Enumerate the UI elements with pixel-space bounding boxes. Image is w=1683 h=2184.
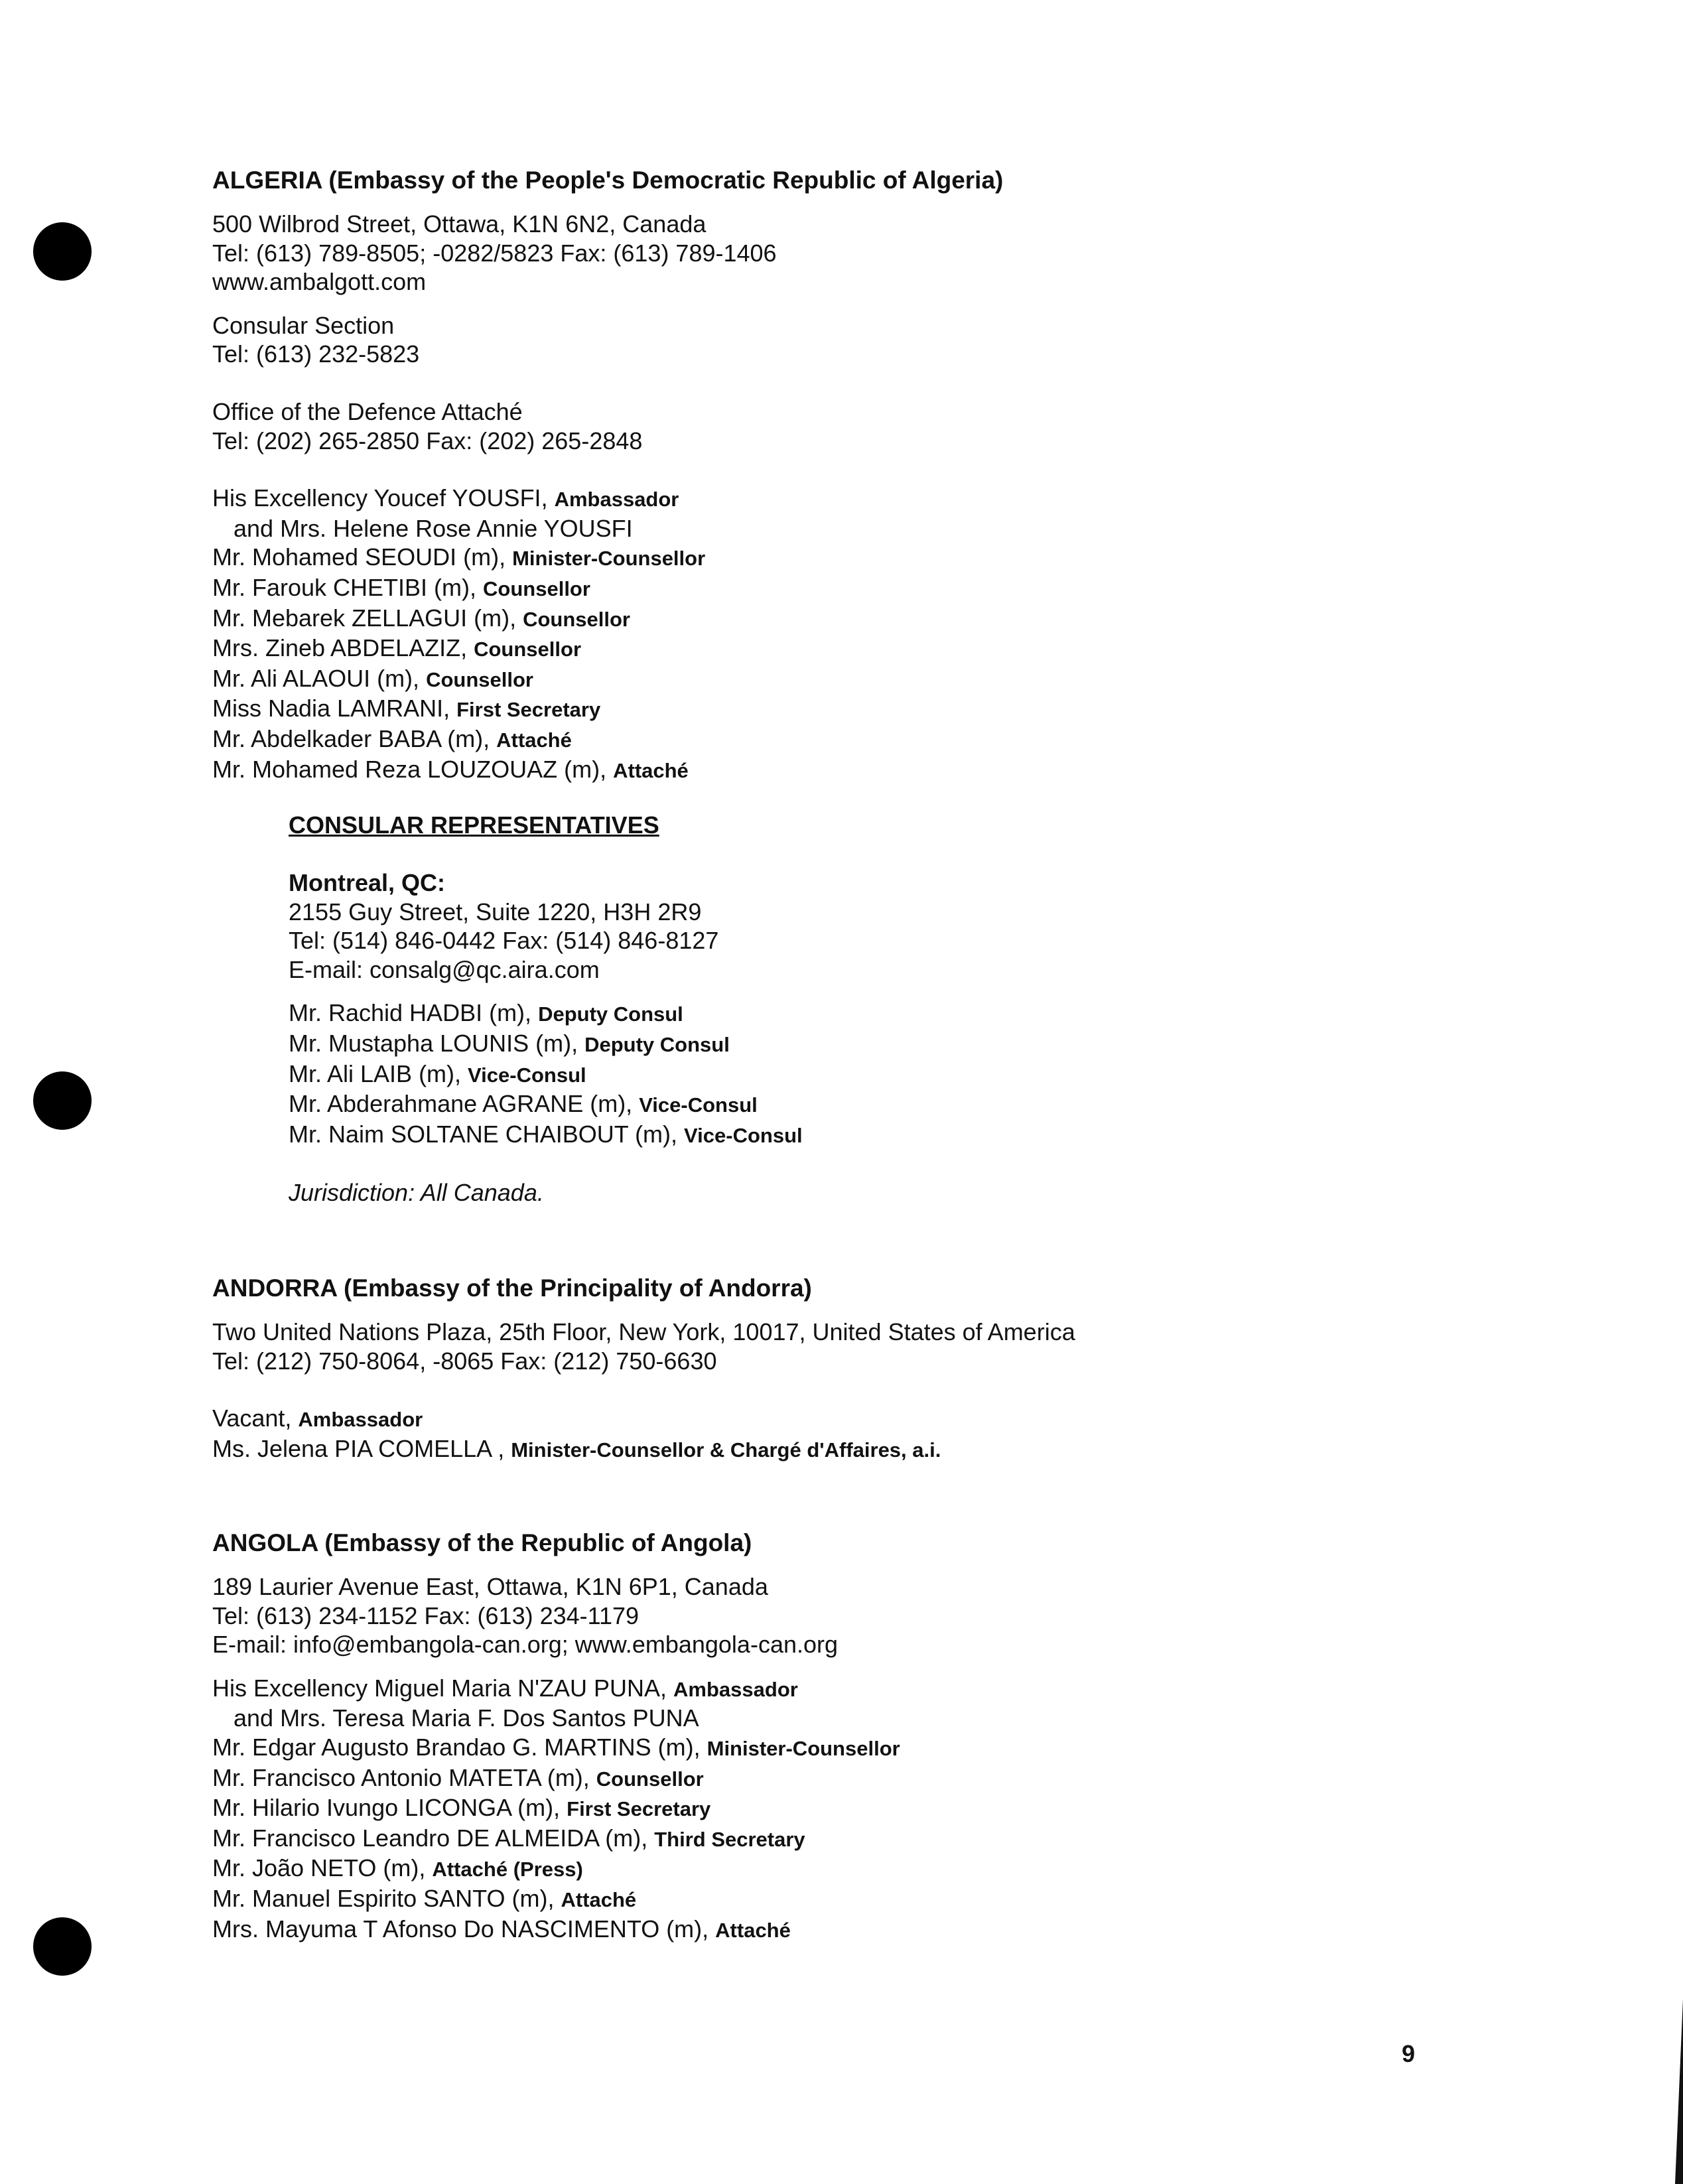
consulate-city: Montreal, QC: <box>289 869 446 896</box>
staff-entry: and Mrs. Helene Rose Annie YOUSFI <box>234 514 633 542</box>
address-line: 189 Laurier Avenue East, Ottawa, K1N 6P1, Canada <box>212 1573 768 1600</box>
phone-line: Tel: (514) 846-0442 Fax: (514) 846-8127 <box>289 927 719 955</box>
staff-entry: Mr. Mohamed SEOUDI (m), Minister-Counsellor <box>212 543 706 571</box>
staff-entry: Mr. Francisco Antonio MATETA (m), Counsellor <box>212 1763 704 1791</box>
staff-entry: Vacant, Ambassador <box>212 1404 423 1432</box>
staff-entry: Mr. Rachid HADBI (m), Deputy Consul <box>289 999 683 1027</box>
staff-entry: Mr. Francisco Leandro DE ALMEIDA (m), Third Secretary <box>212 1824 805 1852</box>
binder-hole <box>33 222 92 281</box>
staff-entry: Mr. Abdelkader BABA (m), Attaché <box>212 724 572 752</box>
address-line: 2155 Guy Street, Suite 1220, H3H 2R9 <box>289 898 702 925</box>
staff-entry: Mr. Manuel Espirito SANTO (m), Attaché <box>212 1884 637 1912</box>
address-line: 500 Wilbrod Street, Ottawa, K1N 6N2, Canada <box>212 210 707 238</box>
staff-entry: His Excellency Miguel Maria N'ZAU PUNA, Ambassador <box>212 1674 798 1702</box>
staff-entry: Mrs. Zineb ABDELAZIZ, Counsellor <box>212 634 582 662</box>
phone-line: Tel: (613) 234-1152 Fax: (613) 234-1179 <box>212 1602 640 1629</box>
address-line: Two United Nations Plaza, 25th Floor, New York, 10017, United States of America <box>212 1318 1075 1345</box>
email-line: E-mail: consalg@qc.aira.com <box>289 955 600 983</box>
staff-entry: Mr. Ali LAIB (m), Vice-Consul <box>289 1059 586 1087</box>
staff-entry: and Mrs. Teresa Maria F. Dos Santos PUNA <box>234 1704 699 1732</box>
staff-entry: Mr. Farouk CHETIBI (m), Counsellor <box>212 573 590 601</box>
section-heading: ANDORRA (Embassy of the Principality of Andorra) <box>212 1274 812 1302</box>
phone-line: Tel: (202) 265-2850 Fax: (202) 265-2848 <box>212 427 643 454</box>
staff-entry: Mr. João NETO (m), Attaché (Press) <box>212 1854 583 1882</box>
consular-section-label: Consular Section <box>212 311 395 339</box>
algeria-section <box>212 166 1003 785</box>
angola-section <box>212 1529 900 1945</box>
andorra-section <box>212 1274 1075 1464</box>
page-number: 9 <box>1402 2040 1416 2067</box>
staff-entry: Mr. Hilario Ivungo LICONGA (m), First Secretary <box>212 1794 711 1822</box>
consular-heading: CONSULAR REPRESENTATIVES <box>289 811 659 839</box>
staff-entry: His Excellency Youcef YOUSFI, Ambassador <box>212 484 679 512</box>
defence-attache-label: Office of the Defence Attaché <box>212 397 523 425</box>
section-heading: ALGERIA (Embassy of the People's Democratic Republic of Algeria) <box>212 167 1004 194</box>
jurisdiction-note: Jurisdiction: All Canada. <box>289 1179 544 1207</box>
staff-entry: Mrs. Mayuma T Afonso Do NASCIMENTO (m), Attaché <box>212 1915 791 1943</box>
website-line: www.ambalgott.com <box>212 268 427 296</box>
staff-entry: Mr. Ali ALAOUI (m), Counsellor <box>212 664 533 692</box>
binder-hole <box>33 1917 92 1976</box>
staff-entry: Ms. Jelena PIA COMELLA , Minister-Counsellor & Chargé d'Affaires, a.i. <box>212 1434 941 1462</box>
consular-representatives <box>289 811 803 1207</box>
phone-line: Tel: (613) 789-8505; -0282/5823 Fax: (613) 789-1406 <box>212 239 777 267</box>
phone-line: Tel: (212) 750-8064, -8065 Fax: (212) 750-6630 <box>212 1347 717 1375</box>
phone-line: Tel: (613) 232-5823 <box>212 340 420 368</box>
staff-entry: Mr. Abderahmane AGRANE (m), Vice-Consul <box>289 1090 758 1118</box>
staff-entry: Mr. Mebarek ZELLAGUI (m), Counsellor <box>212 604 630 632</box>
staff-entry: Miss Nadia LAMRANI, First Secretary <box>212 695 601 722</box>
staff-entry: Mr. Mohamed Reza LOUZOUAZ (m), Attaché <box>212 755 689 783</box>
section-heading: ANGOLA (Embassy of the Republic of Angola) <box>212 1529 752 1556</box>
staff-entry: Mr. Edgar Augusto Brandao G. MARTINS (m), Minister-Counsellor <box>212 1733 900 1761</box>
staff-entry: Mr. Mustapha LOUNIS (m), Deputy Consul <box>289 1029 730 1057</box>
email-line: E-mail: info@embangola-can.org; www.embangola-can.org <box>212 1631 839 1659</box>
binder-hole <box>33 1071 92 1130</box>
staff-entry: Mr. Naim SOLTANE CHAIBOUT (m), Vice-Consul <box>289 1120 803 1148</box>
scan-edge-mark <box>1675 1998 1683 2184</box>
staff-list <box>212 484 1003 785</box>
